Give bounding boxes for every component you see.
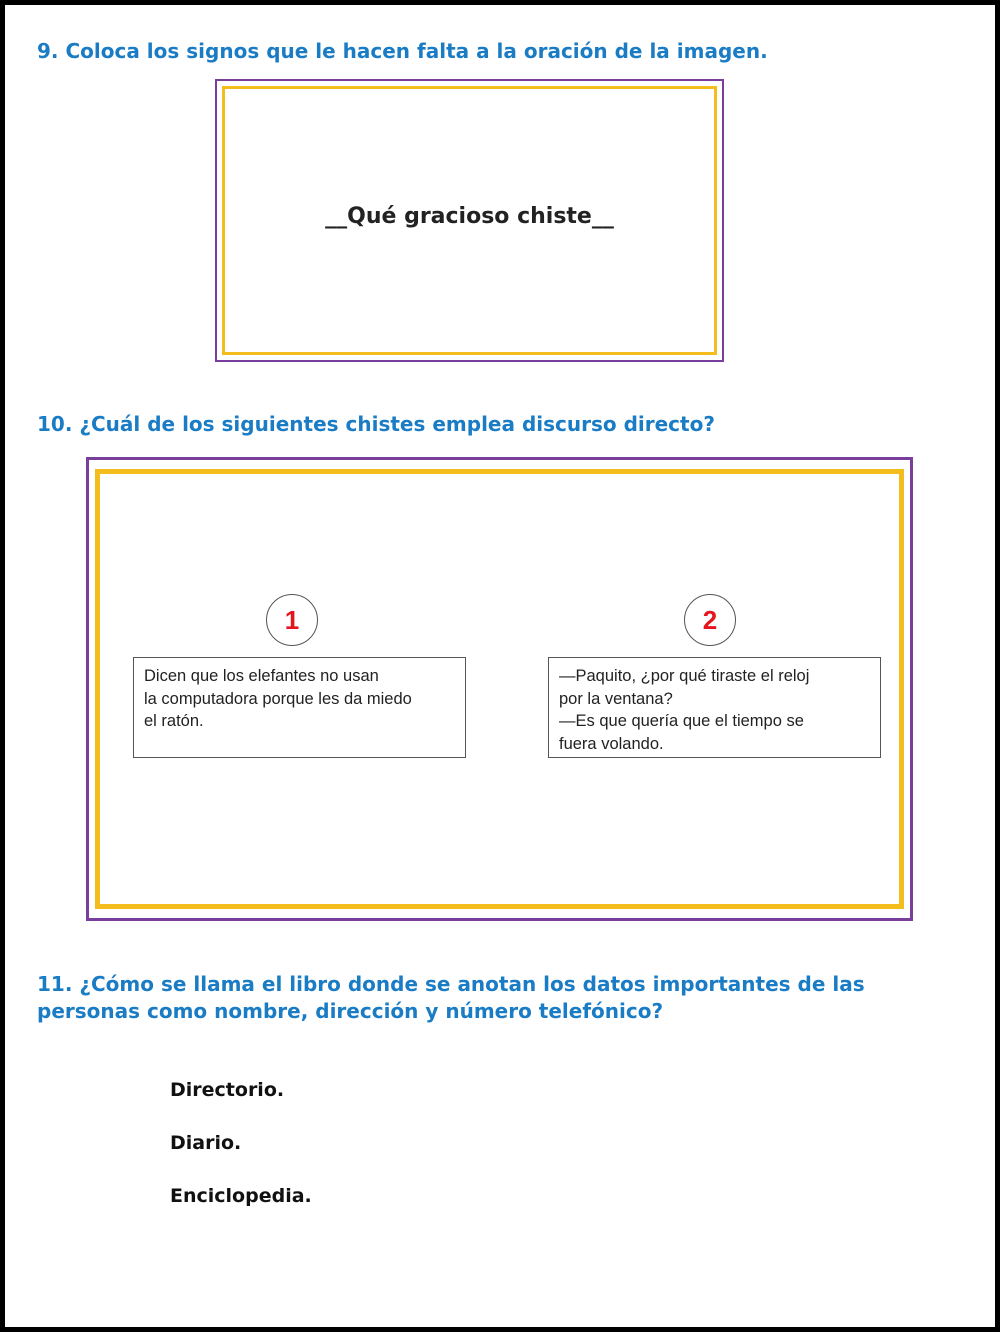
question-9-image bbox=[215, 79, 724, 362]
joke-2-line: fuera volando. bbox=[559, 734, 664, 753]
answer-option-enciclopedia[interactable]: Enciclopedia. bbox=[170, 1185, 312, 1207]
joke-1-line: el ratón. bbox=[144, 712, 204, 730]
joke-2-line: —Es que quería que el tiempo se bbox=[559, 712, 804, 730]
joke-2-line: por la ventana? bbox=[559, 689, 673, 708]
question-9-image-inner-frame bbox=[222, 86, 717, 355]
question-10-text: 10. ¿Cuál de los siguientes chistes emplea discurso directo? bbox=[37, 412, 715, 436]
question-9-text: 9. Coloca los signos que le hacen falta a la oración de la imagen. bbox=[37, 39, 768, 63]
joke-2-line: —Paquito, ¿por qué tiraste el reloj bbox=[559, 667, 810, 685]
joke-2-box[interactable] bbox=[548, 657, 881, 758]
answer-option-directorio[interactable]: Directorio. bbox=[170, 1079, 285, 1101]
joke-1-line: Dicen que los elefantes no usan bbox=[144, 667, 379, 685]
question-11-text: 11. ¿Cómo se llama el libro donde se anotan los datos importantes de las personas como nombre, dirección y número telefónico? bbox=[37, 972, 865, 1023]
joke-1-number-badge: 1 bbox=[266, 594, 318, 646]
joke-2-number-badge: 2 bbox=[684, 594, 736, 646]
joke-1-line: la computadora porque les da miedo bbox=[144, 689, 412, 708]
answer-option-diario[interactable]: Diario. bbox=[170, 1132, 242, 1154]
joke-1-box[interactable] bbox=[133, 657, 466, 758]
question-9-sentence: __Qué gracioso chiste__ bbox=[325, 204, 614, 229]
